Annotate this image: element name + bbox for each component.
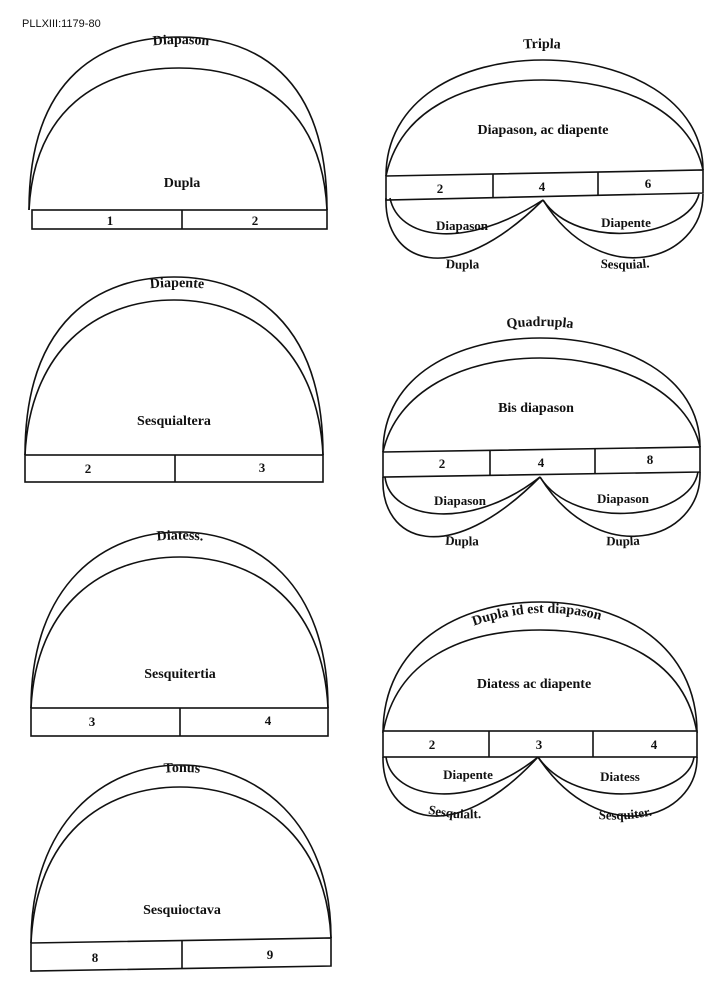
plate-reference: PLLXIII:1179-80 <box>22 18 101 30</box>
inner-label: Diapason, ac diapente <box>477 123 609 138</box>
right-inner-label: Diatess <box>600 769 640 784</box>
bar-number: 4 <box>538 179 546 194</box>
diagram-sesquitertia <box>31 528 328 736</box>
bar-number: 4 <box>264 713 272 728</box>
arc-label: Tripla <box>522 36 562 53</box>
outer-arc <box>383 338 700 452</box>
arc-label: Diapason <box>152 32 210 50</box>
bar-number: 1 <box>106 213 114 228</box>
inner-label: Diatess ac diapente <box>476 677 592 692</box>
arc-label: Tonus <box>163 760 201 777</box>
diagram-dupla <box>29 33 327 229</box>
bar-number: 2 <box>428 737 436 752</box>
bar-number: 2 <box>438 456 446 471</box>
left-inner-label: Diapente <box>443 767 493 782</box>
bar-number: 4 <box>650 737 658 752</box>
outer-arc <box>383 602 697 733</box>
left-inner-label: Diapason <box>433 493 487 508</box>
ratio-bar <box>31 938 331 971</box>
diagram-dupla-diapason <box>383 602 697 823</box>
bar-number: 3 <box>258 460 266 475</box>
ratio-name: Sesquitertia <box>144 667 216 682</box>
inner-label: Bis diapason <box>498 401 574 416</box>
right-inner-label: Diapente <box>601 215 651 230</box>
arc-label: Diatess. <box>156 528 205 545</box>
bar-number: 3 <box>88 714 96 729</box>
bar-number: 2 <box>84 461 92 476</box>
bar-number: 2 <box>251 213 259 228</box>
ratio-name: Sesquioctava <box>143 903 221 918</box>
bar-number: 2 <box>436 181 444 196</box>
bar-number: 6 <box>644 176 652 191</box>
ratio-bar <box>25 455 323 482</box>
sub-outer-arc <box>538 757 697 816</box>
ratio-bar <box>32 210 327 229</box>
diagram-sesquioctava <box>31 761 331 971</box>
left-inner-label: Diapason <box>435 218 489 233</box>
arc-label: Diapente <box>149 275 205 293</box>
inner-arc <box>25 300 323 455</box>
ratio-name: Sesquialtera <box>137 414 211 429</box>
diagram-sesquialtera <box>25 276 323 482</box>
bar-number: 3 <box>535 737 543 752</box>
bar-number: 9 <box>266 947 274 962</box>
outer-arc <box>386 60 703 176</box>
ratio-name: Dupla <box>163 176 201 191</box>
diagram-quadrupla <box>383 315 700 549</box>
diagram-tripla <box>386 37 703 272</box>
right-outer-label: Dupla <box>606 532 641 549</box>
bar-number: 8 <box>646 452 654 467</box>
inner-arc <box>31 557 328 708</box>
bar-number: 8 <box>91 950 99 965</box>
right-inner-label: Diapason <box>596 491 650 506</box>
left-outer-label: Dupla <box>444 532 479 549</box>
bar-number: 4 <box>537 455 545 470</box>
right-outer-label: Sesquial. <box>600 255 651 272</box>
left-outer-label: Dupla <box>445 256 480 272</box>
right-outer-label: Sesquiter. <box>598 803 653 823</box>
arc-label: Quadrupla <box>505 314 575 333</box>
left-outer-label: Sesquialt. <box>427 801 482 822</box>
arc-label: Dupla id est diapason <box>470 601 604 630</box>
